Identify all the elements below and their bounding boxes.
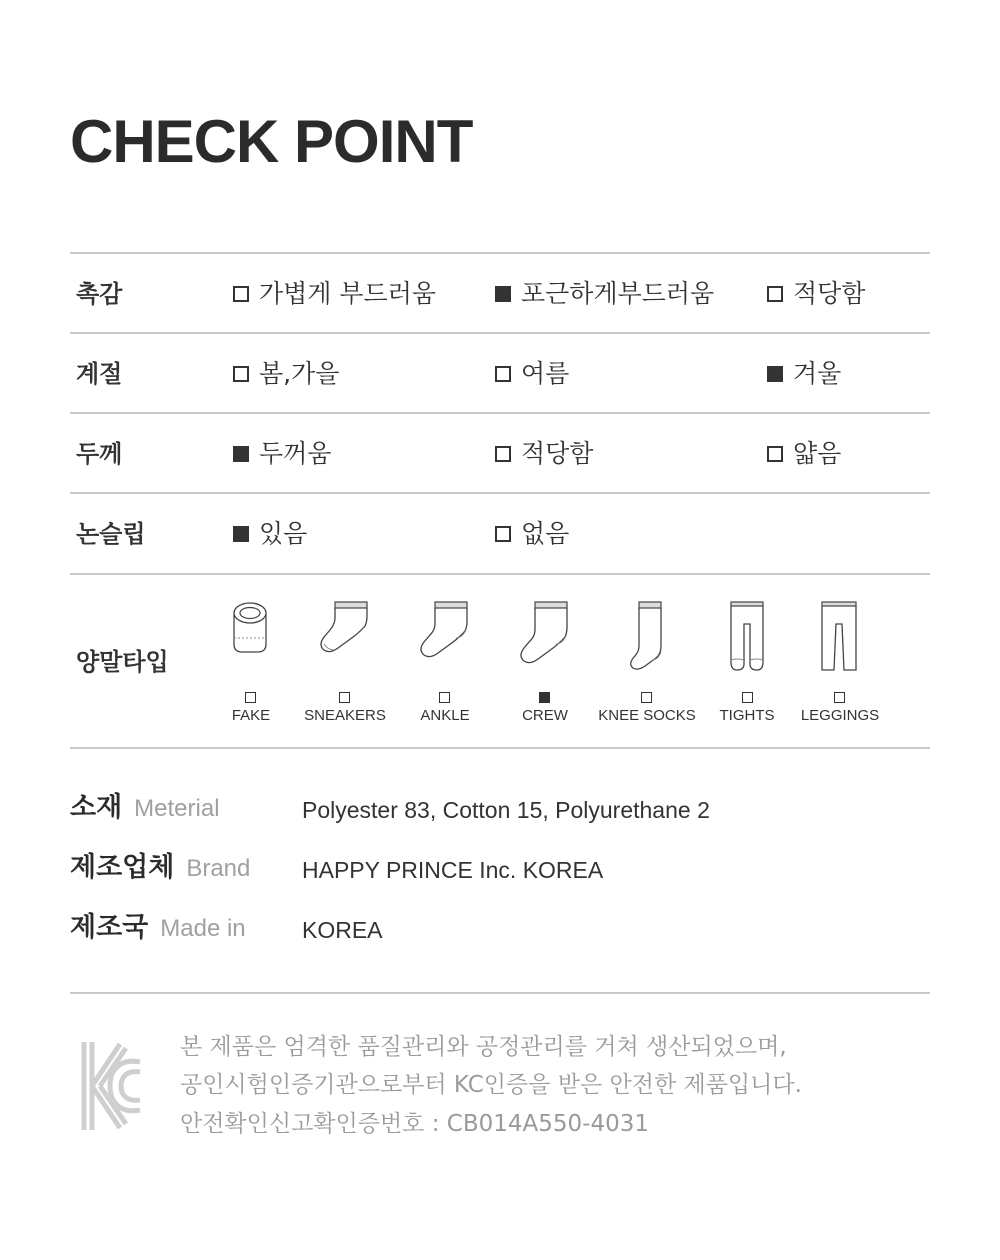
checkbox-filled bbox=[539, 692, 550, 703]
brand-value: HAPPY PRINCE Inc. KOREA bbox=[302, 857, 604, 883]
option-moderate bbox=[767, 281, 865, 306]
leggings-icon bbox=[799, 600, 879, 672]
ankle-sock-icon bbox=[404, 600, 484, 672]
divider bbox=[70, 573, 930, 575]
checkbox-empty bbox=[233, 286, 249, 302]
checkbox-empty bbox=[495, 526, 511, 542]
checkbox-empty bbox=[834, 692, 845, 703]
checkbox-empty bbox=[767, 446, 783, 462]
divider bbox=[70, 492, 930, 494]
divider bbox=[70, 747, 930, 749]
checkbox-empty bbox=[339, 692, 350, 703]
crew-sock-icon bbox=[504, 600, 584, 672]
page-title: CHECK POINT bbox=[70, 108, 473, 175]
option-label: 없음 bbox=[521, 519, 570, 548]
option-label: 겨울 bbox=[793, 359, 842, 388]
option-spring-fall bbox=[233, 361, 339, 386]
kc-mark-icon bbox=[80, 1040, 142, 1132]
sock-type-label: ANKLE bbox=[420, 707, 470, 724]
material-label bbox=[70, 794, 220, 821]
option-label: 여름 bbox=[521, 359, 570, 388]
row-label-sock-type: 양말타입 bbox=[76, 648, 169, 676]
sock-type-label: LEGGINGS bbox=[800, 707, 880, 724]
brand-label bbox=[70, 854, 250, 881]
checkbox-empty bbox=[439, 692, 450, 703]
brand-label-ko: 제조업체 bbox=[70, 852, 175, 883]
option-label: 적당함 bbox=[793, 279, 866, 308]
sneakers-sock-icon bbox=[304, 600, 384, 672]
divider bbox=[70, 252, 930, 254]
checkbox-empty bbox=[767, 286, 783, 302]
sock-type-label: FAKE bbox=[231, 707, 271, 724]
option-label: 봄,가을 bbox=[259, 359, 340, 388]
origin-value: KOREA bbox=[302, 917, 383, 943]
sock-type-label: SNEAKERS bbox=[304, 707, 386, 724]
row-label-season: 계절 bbox=[76, 360, 123, 388]
checkbox-empty bbox=[742, 692, 753, 703]
knee-sock-icon bbox=[606, 600, 686, 672]
checkbox-filled bbox=[767, 366, 783, 382]
sock-type-label: KNEE SOCKS bbox=[598, 707, 696, 724]
fake-sock-icon bbox=[210, 600, 290, 672]
divider bbox=[70, 412, 930, 414]
option-light-soft bbox=[233, 281, 436, 306]
material-label-en: Meterial bbox=[134, 795, 220, 822]
checkbox-empty bbox=[641, 692, 652, 703]
option-label: 얇음 bbox=[793, 439, 842, 468]
option-no bbox=[495, 521, 569, 546]
origin-label bbox=[70, 914, 246, 941]
row-label-nonslip: 논슬립 bbox=[76, 520, 146, 548]
option-winter bbox=[767, 361, 841, 386]
checkbox-filled bbox=[233, 446, 249, 462]
certification-line: 본 제품은 엄격한 품질관리와 공정관리를 거쳐 생산되었으며, bbox=[180, 1034, 787, 1060]
material-label-ko: 소재 bbox=[70, 792, 123, 823]
material-value: Polyester 83, Cotton 15, Polyurethane 2 bbox=[302, 797, 710, 823]
row-label-texture: 촉감 bbox=[76, 280, 123, 308]
option-label: 있음 bbox=[259, 519, 308, 548]
option-summer bbox=[495, 361, 569, 386]
checkbox-filled bbox=[233, 526, 249, 542]
option-thick bbox=[233, 441, 331, 466]
option-cozy-soft bbox=[495, 281, 714, 306]
option-yes bbox=[233, 521, 307, 546]
sock-type-label: TIGHTS bbox=[719, 707, 775, 724]
checkbox-empty bbox=[233, 366, 249, 382]
checkbox-empty bbox=[495, 366, 511, 382]
option-label: 가볍게 부드러움 bbox=[259, 279, 436, 308]
checkbox-empty bbox=[245, 692, 256, 703]
checkbox-empty bbox=[495, 446, 511, 462]
option-label: 적당함 bbox=[521, 439, 594, 468]
certification-number: 안전확인신고확인증번호 : CB014A550-4031 bbox=[180, 1111, 649, 1137]
origin-label-en: Made in bbox=[160, 915, 246, 942]
option-thin bbox=[767, 441, 841, 466]
option-label: 포근하게부드러움 bbox=[521, 279, 715, 308]
origin-label-ko: 제조국 bbox=[70, 912, 149, 943]
certification-line: 공인시험인증기관으로부터 KC인증을 받은 안전한 제품입니다. bbox=[180, 1072, 802, 1098]
tights-icon bbox=[707, 600, 787, 672]
row-label-thickness: 두께 bbox=[76, 440, 123, 468]
divider bbox=[70, 332, 930, 334]
option-label: 두꺼움 bbox=[259, 439, 332, 468]
checkbox-filled bbox=[495, 286, 511, 302]
divider bbox=[70, 992, 930, 994]
sock-type-label: CREW bbox=[522, 707, 568, 724]
option-medium bbox=[495, 441, 593, 466]
brand-label-en: Brand bbox=[186, 855, 251, 882]
